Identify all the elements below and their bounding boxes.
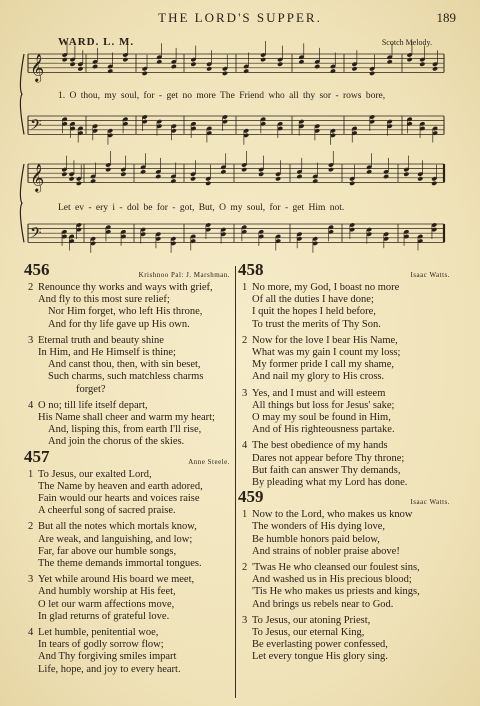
- system-brace: [20, 164, 24, 242]
- note-head: [277, 62, 283, 67]
- verse-line: Nor Him forget, who left His throne,: [48, 306, 203, 318]
- note-head: [90, 178, 96, 183]
- note-head: [330, 68, 336, 73]
- verse-line: And for thy life gave up His own.: [48, 318, 190, 330]
- verse-line: And Thy forgiving smiles impart: [38, 651, 177, 663]
- note-head: [417, 176, 423, 181]
- verse-line: Be humble honors paid below,: [252, 533, 380, 545]
- page-number: 189: [436, 10, 456, 25]
- note-head: [222, 71, 228, 76]
- running-title: THE LORD'S SUPPER.: [158, 10, 322, 25]
- note-head: [431, 181, 437, 186]
- stanza: [242, 440, 450, 489]
- note-head: [61, 172, 67, 177]
- note-head: [206, 66, 212, 71]
- note-head: [70, 62, 76, 67]
- verse-line: His Name shall cheer and warm my heart;: [38, 412, 215, 424]
- note-head: [298, 59, 304, 64]
- verse-line: And of His righteousness partake.: [252, 424, 395, 436]
- verse-line: In tears of godly sorrow flow;: [38, 639, 164, 651]
- stanza-number: 3: [28, 334, 34, 346]
- note-head: [170, 178, 176, 183]
- verse-line: And fly to this most sure relief;: [38, 294, 170, 306]
- tune-name: WARD. L. M.: [58, 36, 135, 48]
- verse-line: And strains of nobler praise above!: [252, 545, 400, 557]
- verse-line: The wonders of His dying love,: [252, 521, 385, 533]
- hymn-author: Krishnoo Pal: J. Marshman.: [138, 271, 230, 279]
- hymn-459: [238, 487, 450, 663]
- note-head: [432, 66, 438, 71]
- note-head: [419, 62, 425, 67]
- verse-line: In Him, and He Himself is thine;: [38, 347, 176, 359]
- hymn-number: 459: [238, 487, 264, 507]
- stanza: [28, 335, 230, 396]
- stanza: [28, 627, 230, 676]
- verse-line: To Jesus, our atoning Priest,: [252, 614, 371, 626]
- right-column: [238, 260, 450, 668]
- verse-line: O may my soul be found in Him,: [252, 412, 391, 424]
- tune-source: Scotch Melody.: [381, 38, 432, 47]
- hymn-number: 456: [24, 260, 50, 279]
- hymn-456: [24, 260, 230, 449]
- stanza: [242, 282, 450, 331]
- stanza-number: 4: [28, 399, 34, 411]
- verse-line: By pleading what my Lord has done.: [252, 477, 408, 489]
- note-head: [314, 64, 320, 69]
- stanza: [242, 335, 450, 384]
- verse-line: Such charms, such matchless charms: [48, 371, 204, 383]
- hymn-number: 458: [238, 260, 264, 279]
- bass-clef-icon: 𝄢: [30, 224, 42, 246]
- note-head: [260, 57, 266, 62]
- verse-line: But faith can answer Thy demands,: [252, 464, 401, 476]
- verse-line: The Name by heaven and earth adored,: [38, 480, 203, 492]
- verse-line: Yes, and I must and will esteem: [252, 387, 386, 399]
- note-head: [369, 71, 375, 76]
- verse-line: A cheerful song of sacred praise.: [38, 505, 176, 517]
- verse-line: Now to the Lord, who makes us know: [252, 509, 413, 521]
- note-head: [243, 68, 249, 73]
- note-head: [190, 62, 196, 67]
- verse-line: To trust the merits of Thy Son.: [252, 318, 381, 330]
- stanza: [28, 469, 230, 518]
- stanza: [28, 574, 230, 623]
- stanza-number: 2: [28, 282, 34, 293]
- hymn-number: 457: [24, 446, 50, 466]
- note-head: [120, 172, 126, 177]
- verse-line: And canst thou, then, with sin beset,: [48, 359, 201, 371]
- verse-line: And washed us in His precious blood;: [252, 574, 412, 586]
- treble-clef-icon: 𝄞: [30, 163, 45, 192]
- note-head: [387, 59, 393, 64]
- note-head: [69, 176, 75, 181]
- stanza: [28, 521, 230, 570]
- verse-line: My former pride I call my shame,: [252, 359, 394, 371]
- verse-line: I quit the hopes I held before,: [252, 306, 376, 318]
- hymn-author: Isaac Watts.: [410, 498, 450, 507]
- verse-line: Dares not appear before Thy throne;: [252, 452, 405, 464]
- note-head: [155, 174, 161, 179]
- note-head: [351, 66, 357, 71]
- treble-clef-icon: 𝄞: [30, 53, 45, 82]
- note-head: [107, 68, 113, 73]
- note-head: [258, 172, 264, 177]
- note-head: [383, 174, 389, 179]
- verse-line: Now for the love I bear His Name,: [252, 334, 398, 346]
- note-head: [205, 181, 211, 186]
- bass-clef-icon: 𝄢: [30, 116, 42, 138]
- verse-line: Far, far above our humble songs,: [38, 545, 177, 557]
- note-head: [312, 178, 318, 183]
- note-head: [142, 71, 148, 76]
- system-brace: [20, 54, 24, 134]
- music-score: [0, 0, 480, 260]
- verse-line: Yet while around His board we meet,: [38, 574, 195, 586]
- note-head: [407, 57, 413, 62]
- verse-line: Renounce thy works and ways with grief,: [38, 282, 213, 293]
- note-head: [296, 174, 302, 179]
- lyric-line-1: 1. O thou, my soul, for - get no more The Friend who all thy sor - rows bore,: [58, 91, 386, 101]
- stanza: [28, 400, 230, 449]
- note-head: [77, 66, 83, 71]
- verse-line: forget?: [76, 383, 106, 395]
- note-head: [156, 59, 162, 64]
- note-head: [241, 167, 247, 172]
- stanza-number: 3: [242, 614, 248, 626]
- verse-line: The best obedience of my hands: [252, 440, 388, 452]
- stanza-number: 1: [242, 282, 248, 293]
- verse-line: O let our warm affections move,: [38, 598, 175, 610]
- note-head: [190, 176, 196, 181]
- stanza-number: 1: [242, 509, 248, 521]
- verse-line: The theme demands immortal tongues.: [38, 558, 202, 570]
- note-head: [92, 64, 98, 69]
- verse-line: Are weak, and languishing, and low;: [38, 533, 193, 545]
- stanza-number: 3: [28, 574, 34, 586]
- note-head: [220, 169, 226, 174]
- verse-line: In glad returns of grateful love.: [38, 610, 170, 622]
- note-head: [62, 57, 68, 62]
- verse-line: And humbly worship at His feet,: [38, 586, 176, 598]
- verse-line: What was my gain I count my loss;: [252, 347, 401, 359]
- verse-line: But all the notes which mortals know,: [38, 521, 197, 533]
- stanza: [242, 388, 450, 437]
- note-head: [76, 181, 82, 186]
- verse-line: Be everlasting power confessed,: [252, 639, 388, 651]
- verse-line: Life, hope, and joy to every heart.: [38, 663, 181, 675]
- stanza: [242, 509, 450, 558]
- note-head: [328, 167, 334, 172]
- stanza-number: 3: [242, 387, 248, 399]
- hymn-457: [24, 446, 230, 676]
- verse-line: And brings us rebels near to God.: [252, 598, 394, 610]
- verse-line: 'Tis He who makes us priests and kings,: [252, 586, 420, 598]
- note-head: [122, 57, 128, 62]
- note-head: [140, 169, 146, 174]
- stanza-number: 2: [242, 334, 248, 346]
- stanza: [242, 562, 450, 611]
- hymn-458: [238, 260, 450, 489]
- stanza: [28, 282, 230, 331]
- stanza-number: 2: [242, 562, 248, 574]
- note-head: [171, 64, 177, 69]
- note-head: [403, 172, 409, 177]
- lyric-line-2: Let ev - ery i - dol be for - got, But, O my soul, for - get Him not.: [58, 203, 345, 213]
- verse-line: And nail my glory to His cross.: [252, 371, 385, 383]
- note-head: [366, 169, 372, 174]
- verse-line: No more, my God, I boast no more: [252, 282, 400, 293]
- left-column: [24, 260, 230, 680]
- verse-line: 'Twas He who cleansed our foulest sins,: [252, 562, 420, 574]
- note-head: [349, 181, 355, 186]
- column-divider: [235, 266, 236, 698]
- note-head: [105, 167, 111, 172]
- stanza-number: 4: [242, 440, 248, 452]
- verse-line: All things but loss for Jesus' sake;: [252, 399, 395, 411]
- stanza-number: 2: [28, 521, 34, 533]
- verse-line: O no; till life itself depart,: [38, 399, 148, 411]
- verse-line: To Jesus, our exalted Lord,: [38, 468, 152, 480]
- hymn-author: Isaac Watts.: [410, 271, 450, 279]
- verse-line: Let humble, penitential woe,: [38, 627, 159, 639]
- verse-line: And, lisping this, from earth I'll rise,: [48, 424, 202, 436]
- verse-line: Fain would our hearts and voices raise: [38, 493, 200, 505]
- verse-line: Eternal truth and beauty shine: [38, 334, 164, 346]
- verse-line: To Jesus, our eternal King,: [252, 627, 365, 639]
- hymn-author: Anne Steele.: [188, 457, 230, 466]
- verse-line: Of all the duties I have done;: [252, 294, 374, 306]
- stanza: [242, 615, 450, 664]
- stanza-number: 1: [28, 468, 34, 480]
- verse-line: And join the chorus of the skies.: [48, 436, 185, 448]
- note-head: [275, 176, 281, 181]
- stanza-number: 4: [28, 627, 34, 639]
- verse-line: Let every tongue His glory sing.: [252, 651, 388, 663]
